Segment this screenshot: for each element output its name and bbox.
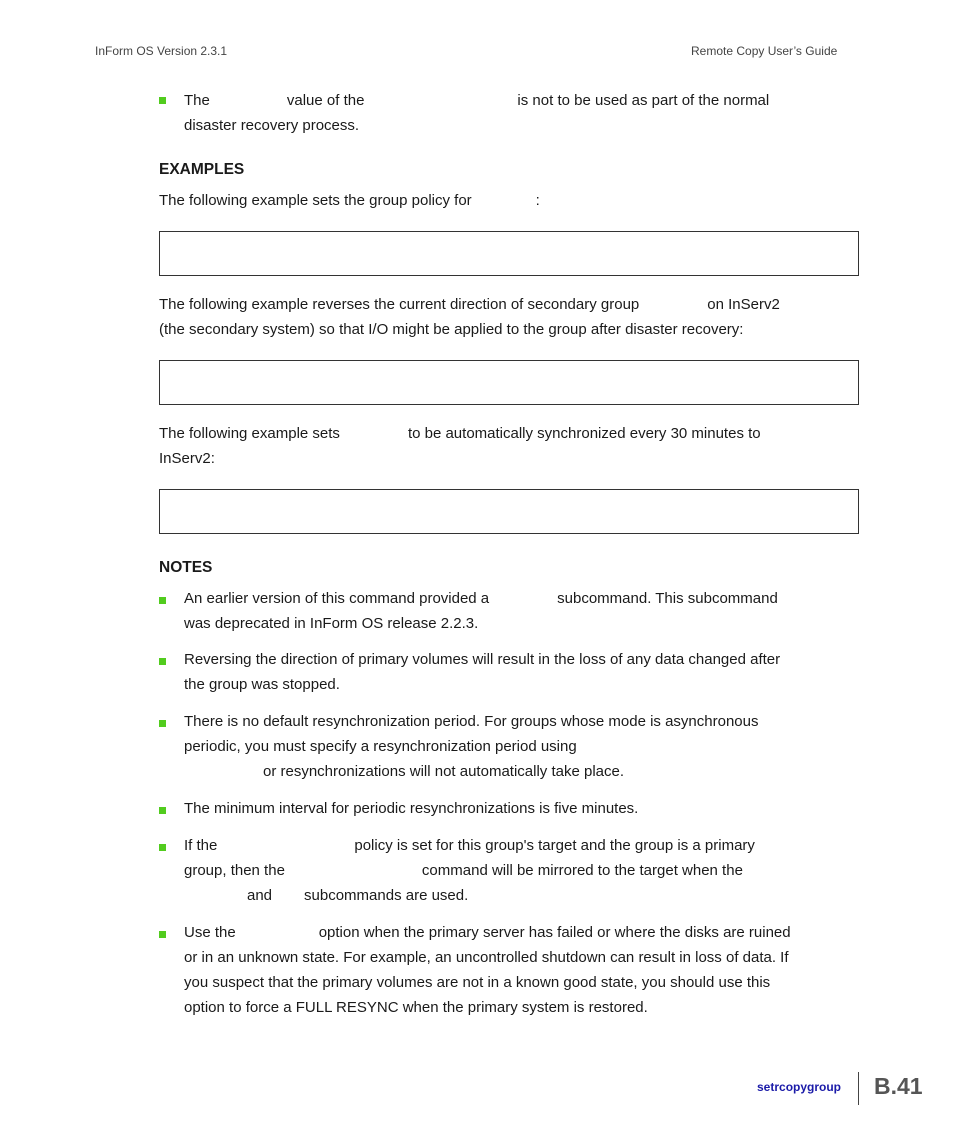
example-1-text [159, 188, 859, 213]
notes-heading: NOTES [159, 559, 213, 576]
text-span: to be automatically synchronized every 30 minutes to [407, 425, 761, 442]
text-span: InServ2: [159, 450, 215, 467]
text-span: you suspect that the primary volumes are not in a known good state, you should use this [184, 974, 771, 991]
footer-command-link[interactable]: setrcopygroup [757, 1080, 842, 1094]
bullet-square-icon [159, 720, 166, 727]
text-span: and [247, 887, 273, 904]
footer-divider [858, 1072, 859, 1105]
text-span: group, then the [184, 862, 285, 879]
bullet-square-icon [159, 807, 166, 814]
note-6-text [184, 920, 864, 1020]
text-span: option to force a FULL RESYNC when the primary system is restored. [184, 999, 648, 1016]
text-span: subcommand. This subcommand [557, 590, 778, 607]
text-span: command will be mirrored to the target when the [421, 862, 743, 879]
running-header-left: InForm OS Version 2.3.1 [95, 44, 228, 58]
text-span: : [535, 192, 540, 209]
bullet-square-icon [159, 844, 166, 851]
text-span: subcommands are used. [304, 887, 469, 904]
text-span: The [184, 92, 210, 109]
text-span: (the secondary system) so that I/O might be applied to the group after disaster recovery: [159, 321, 744, 338]
text-span: If the [184, 837, 218, 854]
example-3-code-box [159, 489, 859, 534]
text-span: option when the primary server has failed or where the disks are ruined [318, 924, 791, 941]
text-span: The following example sets the group policy for [159, 192, 472, 209]
text-span: There is no default resynchronization period. For groups whose mode is asynchronous [184, 713, 759, 730]
text-span: is not to be used as part of the normal [517, 92, 770, 109]
bullet-square-icon [159, 97, 166, 104]
example-2-text [159, 292, 859, 342]
example-1-code-box [159, 231, 859, 276]
text-span: the group was stopped. [184, 676, 340, 693]
text-span: policy is set for this group's target and the group is a primary [354, 837, 755, 854]
example-2-code-box [159, 360, 859, 405]
note-2-text [184, 647, 864, 697]
example-3-text [159, 421, 859, 471]
bullet-square-icon [159, 931, 166, 938]
note-5-text [184, 833, 864, 908]
note-3-text [184, 709, 864, 784]
intro-bullet-text [184, 88, 864, 138]
examples-heading: EXAMPLES [159, 161, 245, 178]
text-span: disaster recovery process. [184, 117, 360, 134]
text-span: was deprecated in InForm OS release 2.2.3. [184, 615, 479, 632]
text-span: The following example reverses the current direction of secondary group [159, 296, 640, 313]
text-span: or in an unknown state. For example, an uncontrolled shutdown can result in loss of data. If [184, 949, 789, 966]
note-4-text [184, 796, 864, 821]
page-number: B.41 [874, 1073, 923, 1099]
bullet-square-icon [159, 597, 166, 604]
bullet-square-icon [159, 658, 166, 665]
text-span: The minimum interval for periodic resynchronizations is five minutes. [184, 800, 639, 817]
text-span: periodic, you must specify a resynchronization period using [184, 738, 577, 755]
text-span: value of the [286, 92, 365, 109]
text-span: An earlier version of this command provided a [184, 590, 490, 607]
text-span: Reversing the direction of primary volumes will result in the loss of any data changed after [184, 651, 781, 668]
text-span: Use the [184, 924, 236, 941]
note-1-text [184, 586, 864, 636]
text-span: on InServ2 [707, 296, 780, 313]
running-header-right: Remote Copy User’s Guide [691, 44, 838, 58]
text-span: or resynchronizations will not automatically take place. [263, 763, 625, 780]
text-span: The following example sets [159, 425, 340, 442]
